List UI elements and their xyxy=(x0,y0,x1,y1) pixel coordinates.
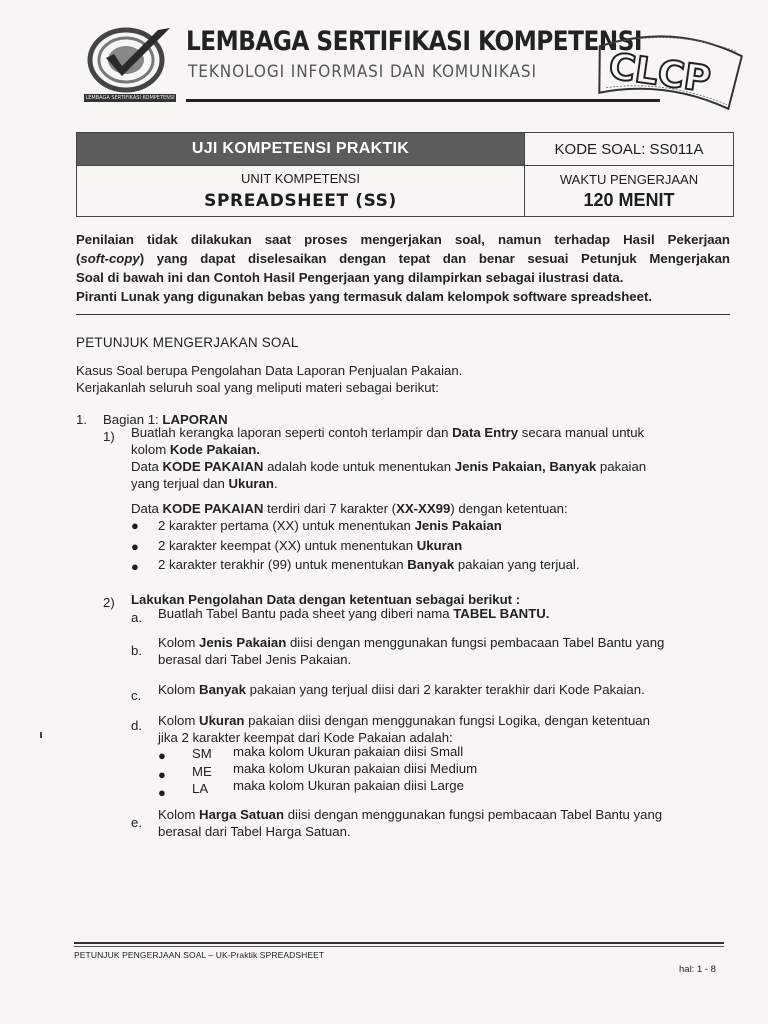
clcp-logo xyxy=(588,16,748,112)
item2d-line-2: jika 2 karakter keempat dari Kode Pakaian adalah: xyxy=(158,730,453,745)
item2d-text xyxy=(158,712,728,746)
item1-l3a: Data xyxy=(131,459,163,474)
checkmark-logo-icon xyxy=(84,22,176,94)
waktu-value: 120 MENIT xyxy=(583,189,675,210)
intro-paragraph xyxy=(76,230,730,306)
footer-rule xyxy=(74,942,724,944)
footer-title: PETUNJUK PENGERJAAN SOAL – UK-Praktik SPREADSHEET xyxy=(74,950,325,960)
item2b-l1b: Jenis Pakaian xyxy=(199,635,287,650)
item2c-c: pakaian yang terjual diisi dari 2 karakter terakhir dari Kode Pakaian. xyxy=(245,682,645,697)
item1-l4b: Ukuran xyxy=(228,476,274,491)
bullet-icon: ● xyxy=(158,785,166,800)
section-heading: PETUNJUK MENGERJAKAN SOAL xyxy=(76,335,299,350)
item1-l1c: secara manual untuk xyxy=(518,425,645,440)
item2a-bold: TABEL BANTU. xyxy=(453,606,550,621)
bullet-2-bold: Ukuran xyxy=(416,538,463,553)
item1-line-4 xyxy=(131,475,727,492)
section-divider xyxy=(76,314,730,315)
org-title: LEMBAGA SERTIFIKASI KOMPETENSI xyxy=(186,26,643,57)
bullet-3-tail: pakaian yang terjual. xyxy=(454,557,580,572)
clcp-stamp-icon xyxy=(588,16,748,112)
item2b-line-2: berasal dari Tabel Jenis Pakaian. xyxy=(158,652,352,667)
item1-l4c: . xyxy=(273,476,278,491)
intro-paren: ( xyxy=(76,251,81,266)
item1-l5d: XX-XX99 xyxy=(396,501,451,516)
item1-l3e: pakaian xyxy=(596,459,647,474)
info-table xyxy=(76,132,734,217)
intro-line-2 xyxy=(76,249,730,268)
scan-mark xyxy=(40,732,42,738)
bullet-icon: ● xyxy=(131,518,139,533)
item1-l2a: kolom xyxy=(131,442,170,457)
section-lead xyxy=(76,362,736,396)
item2a-plain: Buatlah Tabel Bantu pada sheet yang diberi nama xyxy=(158,606,454,621)
item1-line-1 xyxy=(131,424,727,441)
kode-bullet-3 xyxy=(158,556,580,573)
item1-l5c: terdiri dari 7 karakter ( xyxy=(263,501,397,516)
unit-name: SPREADSHEET (SS) xyxy=(204,191,397,211)
bullet-1-bold: Jenis Pakaian xyxy=(414,518,502,533)
lead-line-2: Kerjakanlah seluruh soal yang meliputi materi sebagai berikut: xyxy=(76,380,439,395)
item2d-l1b: Ukuran xyxy=(199,713,245,728)
item2e-text xyxy=(158,806,728,840)
bullet-icon: ● xyxy=(158,748,166,763)
lead-line-1: Kasus Soal berupa Pengolahan Data Laporan Penjualan Pakaian. xyxy=(76,363,463,378)
item1-l1a: Buatlah kerangka laporan seperti contoh terlampir dan xyxy=(131,425,453,440)
item1-number: 1) xyxy=(103,429,115,444)
item2a-text xyxy=(158,605,549,622)
intro-line-4: Piranti Lunak yang digunakan bebas yang termasuk dalam kelompok software spreadsheet. xyxy=(76,289,653,304)
item1-line-3 xyxy=(131,458,727,475)
item2-number: 2) xyxy=(103,595,115,610)
size-text-sm: maka kolom Ukuran pakaian diisi Small xyxy=(233,744,464,759)
size-code-sm: SM xyxy=(192,746,212,761)
item2b-l1c: diisi dengan menggunakan fungsi pembacaan Tabel Bantu yang xyxy=(286,635,665,650)
item1-line-5 xyxy=(131,500,568,517)
item1-l2b: Kode Pakaian. xyxy=(169,442,260,457)
item2e-letter: e. xyxy=(131,815,142,830)
item2-heading: Lakukan Pengolahan Data dengan ketentuan sebagai berikut : xyxy=(131,592,521,607)
item2d-letter: d. xyxy=(131,718,142,733)
kode-soal-cell: KODE SOAL: SS011A xyxy=(525,133,734,166)
item2c-letter: c. xyxy=(131,688,142,703)
logo-caption: LEMBAGA SERTIFIKASI KOMPETENSI xyxy=(85,95,175,101)
size-code-me: ME xyxy=(192,764,212,779)
item2e-l1b: Harga Satuan xyxy=(199,807,285,822)
size-code-la: LA xyxy=(192,781,209,796)
item1-l5b: KODE PAKAIAN xyxy=(162,501,264,516)
item1-block xyxy=(131,424,727,492)
unit-cell xyxy=(77,166,525,217)
lsk-logo xyxy=(84,22,176,102)
item2e-l1c: diisi dengan menggunakan fungsi pembacaan Tabel Bantu yang xyxy=(284,807,663,822)
item1-l5e: ) dengan ketentuan: xyxy=(450,501,568,516)
item2c-b: Banyak xyxy=(199,682,246,697)
item2d-l1c: pakaian diisi dengan menggunakan fungsi Logika, dengan ketentuan xyxy=(244,713,650,728)
waktu-label: WAKTU PENGERJAAN xyxy=(559,171,699,187)
footer-rule-thin xyxy=(74,946,724,947)
bullet-icon: ● xyxy=(131,559,139,574)
item1-l3c: adalah kode untuk menentukan xyxy=(263,459,455,474)
intro-line-3: Soal di bawah ini dan Contoh Hasil Pengerjaan yang dilampirkan sebagai ilustrasi data. xyxy=(76,270,624,285)
unit-label: UNIT KOMPETENSI xyxy=(241,171,360,186)
part1-number: 1. xyxy=(76,412,87,427)
item2b-letter: b. xyxy=(131,643,142,658)
item2d-l1a: Kolom xyxy=(158,713,200,728)
part1-label: Bagian 1: xyxy=(103,412,163,427)
item1-l1b: Data Entry xyxy=(452,425,519,440)
size-text-me: maka kolom Ukuran pakaian diisi Medium xyxy=(233,761,478,776)
bullet-2-text: 2 karakter keempat (XX) untuk menentukan xyxy=(158,538,417,553)
item2c-text xyxy=(158,681,645,698)
item2e-l1a: Kolom xyxy=(158,807,200,822)
org-subtitle: TEKNOLOGI INFORMASI DAN KOMUNIKASI xyxy=(188,62,537,82)
kode-bullet-2 xyxy=(158,537,462,554)
exam-title-cell: UJI KOMPETENSI PRAKTIK xyxy=(77,133,525,166)
item1-line-2 xyxy=(131,441,727,458)
item1-l3b: KODE PAKAIAN xyxy=(162,459,264,474)
item2b-line-1 xyxy=(158,634,728,651)
item2b-text xyxy=(158,634,728,668)
bullet-icon: ● xyxy=(158,767,166,782)
clcp-wordmark: CLCP xyxy=(606,46,714,101)
item2e-line-1 xyxy=(158,806,728,823)
item2e-line-2: berasal dari Tabel Harga Satuan. xyxy=(158,824,351,839)
waktu-cell xyxy=(525,166,734,217)
page-number: hal: 1 - 8 xyxy=(679,964,716,975)
size-text-la: maka kolom Ukuran pakaian diisi Large xyxy=(233,778,464,793)
item1-l3d: Jenis Pakaian, Banyak xyxy=(454,459,597,474)
item2a-letter: a. xyxy=(131,610,142,625)
bullet-icon: ● xyxy=(131,539,139,554)
item1-l5a: Data xyxy=(131,501,163,516)
item2b-l1a: Kolom xyxy=(158,635,200,650)
part1-label-bold: LAPORAN xyxy=(162,412,228,427)
intro-line-1: Penilaian tidak dilakukan saat proses mengerjakan soal, namun terhadap Hasil Pekerjaan xyxy=(76,232,730,247)
kode-bullet-1 xyxy=(158,517,502,534)
bullet-3-text: 2 karakter terakhir (99) untuk menentukan xyxy=(158,557,408,572)
bullet-3-bold: Banyak xyxy=(407,557,455,572)
bullet-1-text: 2 karakter pertama (XX) untuk menentukan xyxy=(158,518,415,533)
item2d-line-1 xyxy=(158,712,728,729)
intro-softcopy: soft-copy xyxy=(80,251,140,266)
intro-line-2-rest: ) yang dapat diselesaikan dengan tepat dan benar sesuai Petunjuk Mengerjakan xyxy=(139,251,730,266)
item1-l4a: yang terjual dan xyxy=(131,476,229,491)
item2c-a: Kolom xyxy=(158,682,200,697)
